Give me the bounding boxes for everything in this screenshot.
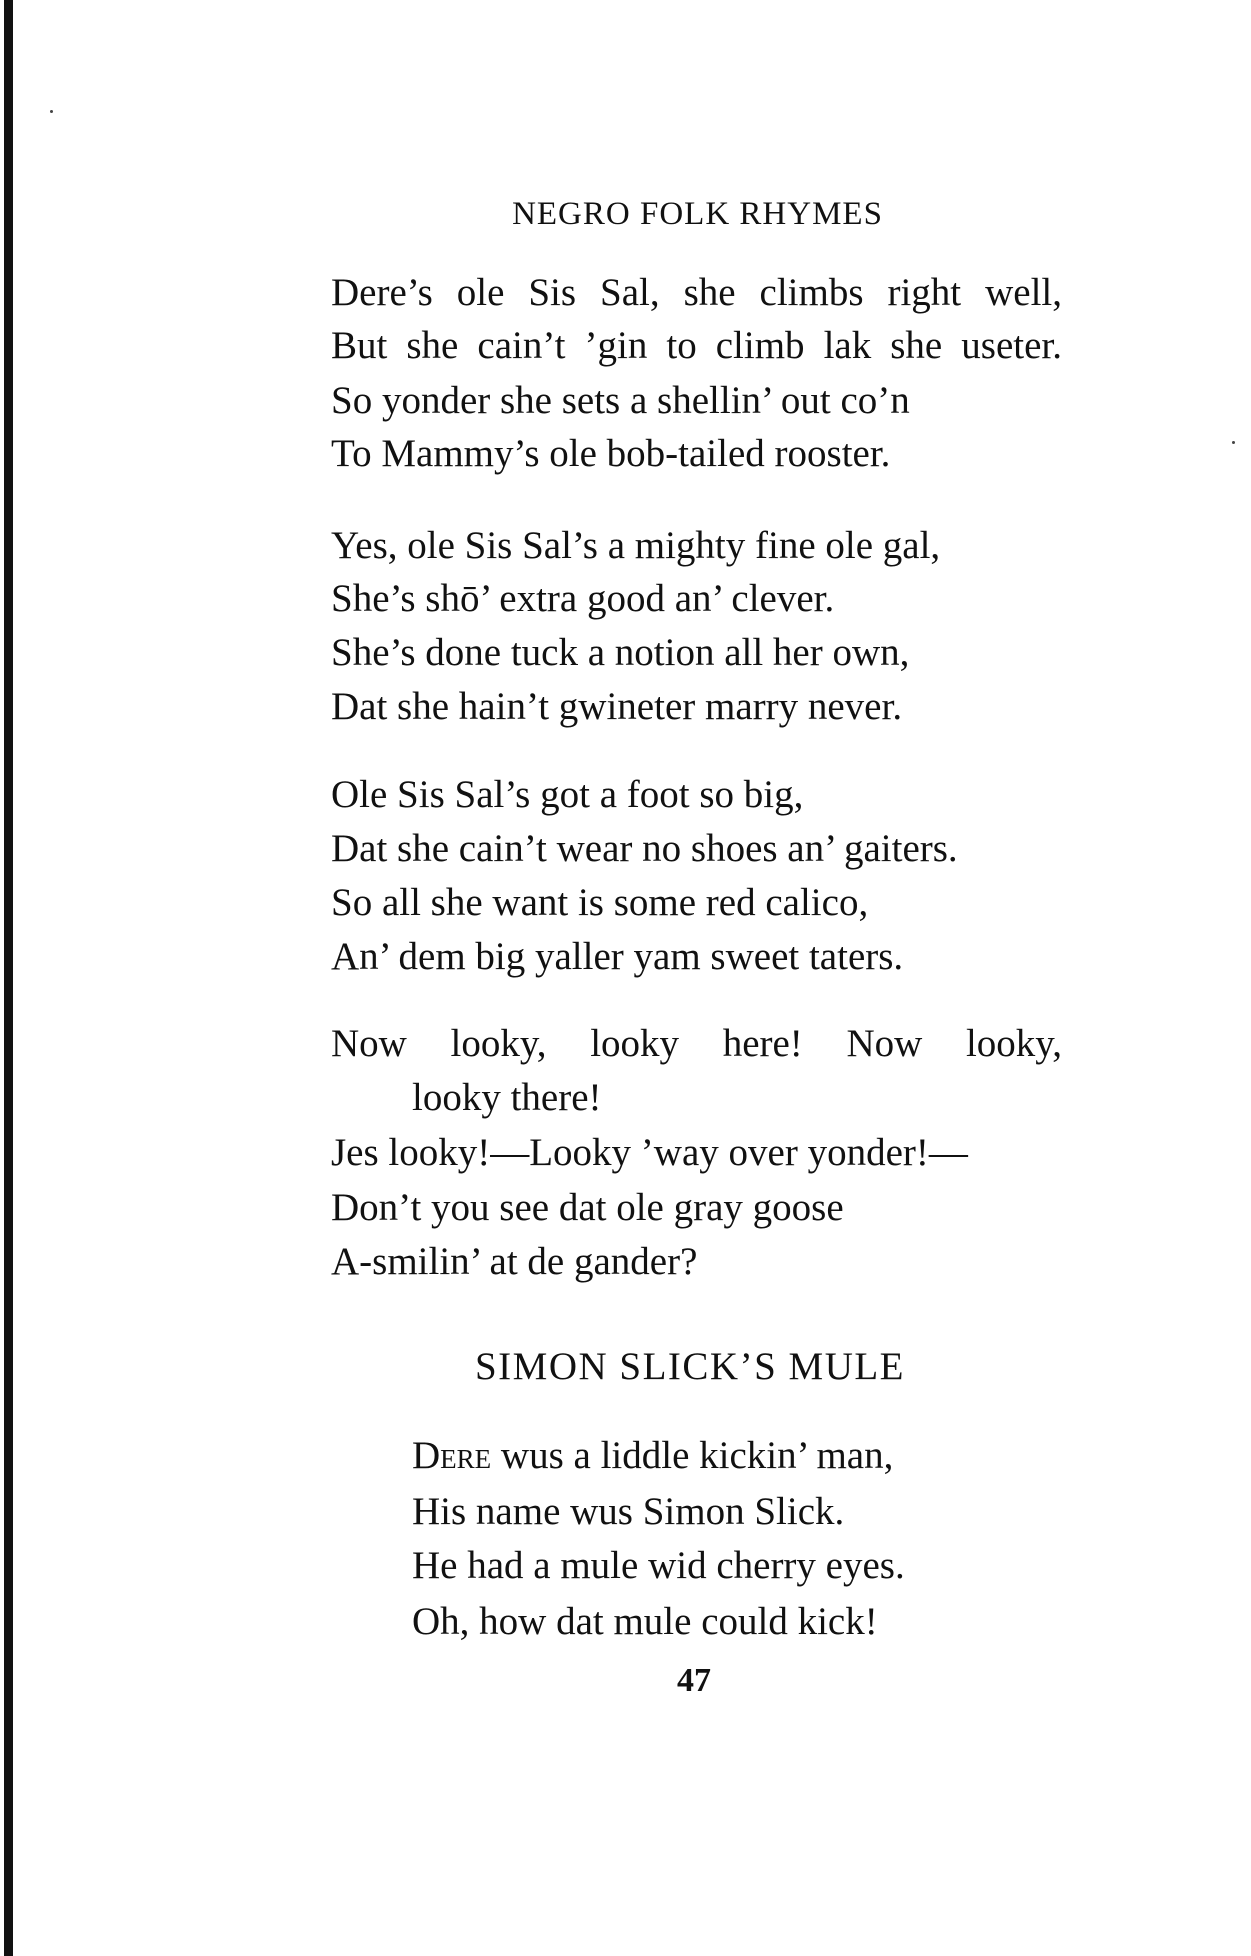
verse-line: Dat she hain’t gwineter marry never. — [331, 685, 903, 728]
verse-line: An’ dem big yaller yam sweet taters. — [331, 935, 904, 978]
scan-speck — [50, 110, 53, 113]
scan-speck — [1232, 441, 1235, 444]
verse-line: So yonder she sets a shellin’ out co’n — [331, 379, 910, 422]
verse-line — [412, 1433, 893, 1479]
verse-line: Now looky, looky here! Now looky, — [331, 1022, 1062, 1065]
verse-line: A-smilin’ at de gander? — [331, 1240, 698, 1283]
verse-line: Oh, how dat mule could kick! — [412, 1600, 878, 1643]
first-line-rest: wus a liddle kickin’ man, — [491, 1434, 894, 1477]
verse-line: She’s shō’ extra good an’ clever. — [331, 577, 835, 620]
verse-line: Dere’s ole Sis Sal, she climbs right well, — [331, 271, 1062, 314]
verse-line: He had a mule wid cherry eyes. — [412, 1544, 905, 1587]
verse-line: She’s done tuck a notion all her own, — [331, 631, 910, 674]
running-header: NEGRO FOLK RHYMES — [512, 196, 883, 232]
verse-line: Jes looky!—Looky ’way over yonder!— — [331, 1131, 968, 1174]
verse-line: Ole Sis Sal’s got a foot so big, — [331, 773, 804, 816]
verse-line: To Mammy’s ole bob-tailed rooster. — [331, 432, 891, 475]
verse-line: Yes, ole Sis Sal’s a mighty fine ole gal, — [331, 524, 941, 567]
verse-line-continuation: looky there! — [412, 1076, 602, 1119]
verse-line: But she cain’t ’gin to climb lak she useter. — [331, 324, 1062, 367]
verse-line: Don’t you see dat ole gray goose — [331, 1186, 844, 1229]
small-caps-opening: Dere — [412, 1434, 492, 1477]
verse-line: His name wus Simon Slick. — [412, 1490, 845, 1533]
verse-line: So all she want is some red calico, — [331, 881, 869, 924]
poem-title: SIMON SLICK’S MULE — [474, 1345, 906, 1388]
page-number: 47 — [677, 1662, 711, 1699]
verse-line: Dat she cain’t wear no shoes an’ gaiters. — [331, 827, 958, 870]
